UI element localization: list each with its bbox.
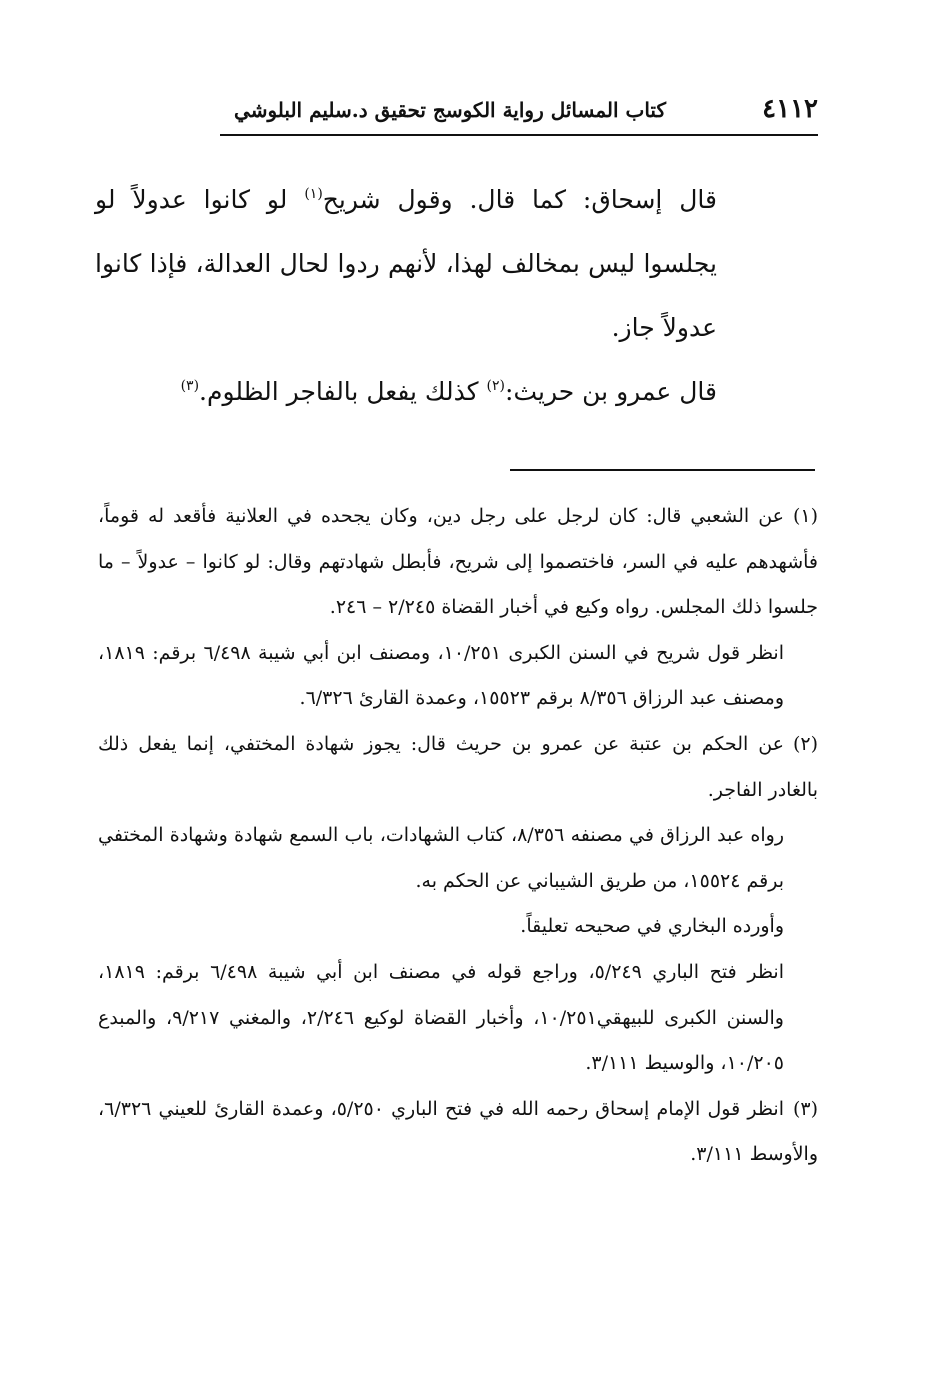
main-paragraph-1: قال إسحاق: كما قال. وقول شريح$^{(١)}$ لو كانوا عدولاً لو يجلسوا ليس بمخالف لهذا، لأنهم ردوا لحال العدالة، فإذا كانوا عدولاً جاز. xyxy=(95,185,717,342)
page-header xyxy=(220,92,818,134)
footnote-1 xyxy=(98,494,818,631)
footnote-number: (٣) xyxy=(792,1097,819,1120)
footnote-2-extra-1: رواه عبد الرزاق في مصنفه ٨/٣٥٦، كتاب الشهادات، باب السمع شهادة وشهادة المختفي برقم ١٥٥٢٤، من طريق الشيباني عن الحكم به. xyxy=(98,824,784,892)
footnote-number: (١) xyxy=(792,505,818,527)
main-paragraph-2: قال عمرو بن حريث:$^{(٢)}$ كذلك يفعل بالفاجر الظلوم.$^{(٣)}$ xyxy=(180,377,717,406)
footnote-2-extra-2: وأورده البخاري في صحيحه تعليقاً. xyxy=(520,915,784,938)
header-rule xyxy=(220,134,818,136)
footnote-number: (٢) xyxy=(792,732,818,755)
footnote-1-extra: انظر قول شريح في السنن الكبرى ١٠/٢٥١، ومصنف ابن أبي شيبة ٦/٤٩٨ برقم: ١٨١٩، ومصنف عبد الرزاق ٨/٣٥٦ برقم ١٥٥٢٣، وعمدة القارئ ٦/٣٢٦. xyxy=(98,641,784,710)
page-number: ٤١١٢ xyxy=(762,94,818,124)
footnote-separator xyxy=(510,469,815,471)
footnote-3 xyxy=(98,1087,818,1178)
main-text xyxy=(95,168,717,424)
footnote-text: عن الحكم بن عتبة عن عمرو بن حريث قال: يجوز شهادة المختفي، إنما يفعل ذلك بالغادر الفاجر. xyxy=(98,732,818,801)
footnote-2-extra-3: انظر فتح الباري ٥/٢٤٩، وراجع قوله في مصنف ابن أبي شيبة ٦/٤٩٨ برقم: ١٨١٩، والسنن الكبرى للبيهقي١٠/٢٥١، وأخبار القضاة لوكيع ٢/٢٤٦، والمغني ٩/٢١٧، والمبدع ١٠/٢٠٥، والوسيط ٣/١١١. xyxy=(98,960,784,1075)
footnote-ref-2: (٢) xyxy=(486,378,506,394)
running-title: كتاب المسائل رواية الكوسج تحقيق د.سليم البلوشي xyxy=(234,98,666,122)
footnote-ref-1: (١) xyxy=(304,186,323,202)
footnote-2 xyxy=(98,722,818,813)
footnotes xyxy=(98,494,818,1178)
footnote-text: انظر قول الإمام إسحاق رحمه الله في فتح الباري ٥/٢٥٠، وعمدة القارئ للعيني ٦/٣٢٦، والأوسط ٣/١١١. xyxy=(98,1097,818,1166)
footnote-ref-3: (٣) xyxy=(180,378,200,394)
footnote-text: عن الشعبي قال: كان لرجل على رجل دين، وكان يجحده في العلانية فأقعد له قوماً، فأشهدهم عليه في السر، فاختصموا إلى شريح، فأبطل شهادتهم وقال: لو كانوا – عدولاً – ما جلسوا ذلك المجلس. رواه وكيع في أخبار القضاة ٢/٢٤٥ – ٢٤٦. xyxy=(98,505,818,619)
